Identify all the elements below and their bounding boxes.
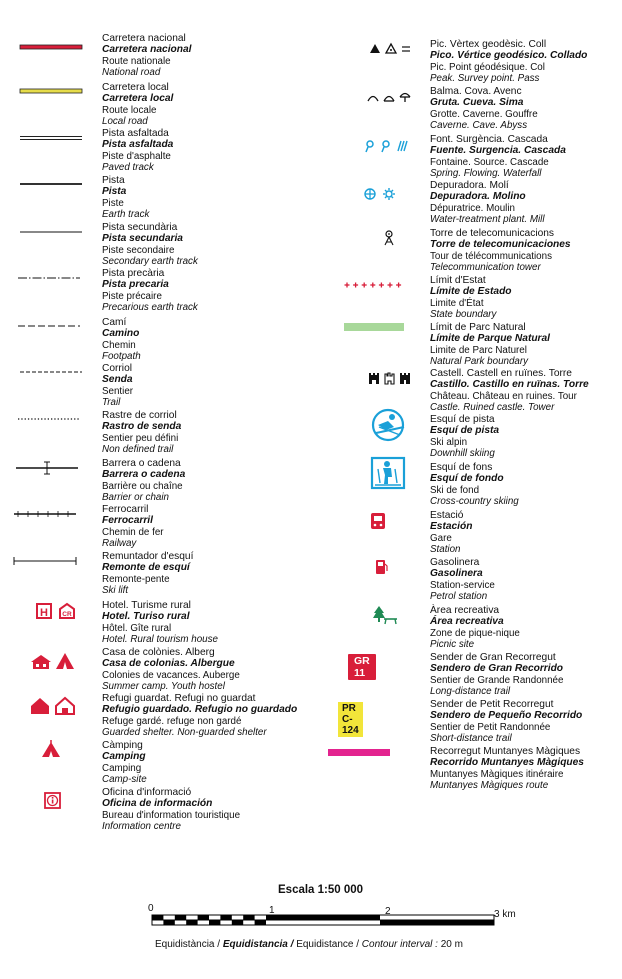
- label-catalan: Ferrocarril: [102, 504, 149, 515]
- railway-line: [14, 510, 76, 518]
- legend-entry-text: [102, 33, 191, 78]
- label-catalan: Refugi guardat. Refugi no guardat: [102, 693, 256, 704]
- scale-tick-3: 3 km: [494, 909, 516, 920]
- legend-entry-text: [430, 322, 550, 367]
- label-french: Hôtel. Gîte rural: [102, 622, 172, 634]
- scale-tick-1: 1: [269, 905, 275, 916]
- footpath-line: [18, 323, 80, 331]
- label-french: Piste d'asphalte: [102, 150, 171, 162]
- label-french: Remonte-pente: [102, 573, 170, 585]
- state-boundary-line: [344, 280, 406, 290]
- contour-interval: [155, 939, 463, 950]
- road-local-line: [20, 88, 82, 96]
- legend-entry-text: [102, 363, 133, 408]
- label-english: Caverne. Cave. Abyss: [430, 119, 528, 131]
- pr-trail-badge: [338, 702, 363, 737]
- label-catalan: Pista asfaltada: [102, 128, 169, 139]
- label-catalan: Sender de Gran Recorregut: [430, 652, 556, 663]
- label-french: Chemin: [102, 339, 136, 351]
- label-catalan: Camí: [102, 317, 127, 328]
- colony-icon: [30, 652, 76, 670]
- label-spanish: Esquí de fondo: [430, 473, 504, 485]
- legend-entry-text: [430, 86, 538, 131]
- label-catalan: Recorregut Muntanyes Màgiques: [430, 746, 581, 757]
- label-spanish: Sendero de Gran Recorrido: [430, 663, 564, 675]
- label-catalan: Pic. Vèrtex geodèsic. Coll: [430, 39, 547, 50]
- label-catalan: Depuradora. Molí: [430, 180, 509, 191]
- label-catalan: Carretera local: [102, 82, 169, 93]
- label-english: Telecommunication tower: [430, 261, 541, 273]
- label-english: Petrol station: [430, 590, 488, 602]
- label-catalan: Casa de colònies. Alberg: [102, 647, 215, 658]
- legend-entry-text: [430, 39, 587, 84]
- label-english: Cross-country skiing: [430, 495, 519, 507]
- label-spanish: Pista secundaria: [102, 233, 183, 245]
- magic-mountains-route-line: [328, 749, 390, 757]
- label-english: Summer camp. Youth hostel: [102, 680, 225, 692]
- hotel-icon: [36, 602, 80, 620]
- ski-lift-line: [14, 556, 76, 566]
- label-french: Sentier de Grande Randonnée: [430, 674, 564, 686]
- svg-text:CR: CR: [62, 611, 72, 618]
- label-english: Spring. Flowing. Waterfall: [430, 167, 542, 179]
- legend-entry-text: [430, 180, 545, 225]
- label-english: Non defined trail: [102, 443, 174, 455]
- label-catalan: Remuntador d'esquí: [102, 551, 194, 562]
- label-spanish: Gasolinera: [430, 568, 483, 580]
- label-english: Guarded shelter. Non-guarded shelter: [102, 726, 267, 738]
- legend-entry-text: [102, 740, 147, 785]
- telecom-tower-icon: [382, 230, 396, 246]
- label-french: Gare: [430, 532, 452, 544]
- label-spanish: Castillo. Castillo en ruïnas. Torre: [430, 379, 589, 391]
- legend-entry-text: [102, 787, 240, 832]
- secondary-track-line: [20, 229, 82, 237]
- label-catalan: Pista secundària: [102, 222, 178, 233]
- camping-icon: [40, 740, 62, 758]
- label-catalan: Pista precària: [102, 268, 165, 279]
- legend-entry-text: [102, 268, 198, 313]
- legend-entry-text: [430, 652, 563, 697]
- label-spanish: Estación: [430, 521, 473, 533]
- legend-entry-text: [430, 134, 566, 179]
- legend-entry-text: [430, 462, 519, 507]
- trail-line: [20, 369, 82, 377]
- label-spanish: Esquí de pista: [430, 425, 500, 437]
- label-english: Water-treatment plant. Mill: [430, 213, 545, 225]
- label-english: Muntanyes Màgiques route: [430, 779, 549, 791]
- barrier-line: [16, 461, 78, 475]
- label-french: Limite d'État: [430, 297, 484, 309]
- equidistance-ca: Equidistància /: [155, 939, 221, 950]
- label-catalan: Càmping: [102, 740, 143, 751]
- label-french: Sentier: [102, 385, 134, 397]
- legend-entry-text: [102, 128, 173, 173]
- label-english: Earth track: [102, 208, 150, 220]
- label-spanish: Torre de telecomunicaciones: [430, 239, 571, 251]
- label-spanish: Límite de Parque Natural: [430, 333, 551, 345]
- label-english: Peak. Survey point. Pass: [430, 72, 540, 84]
- equidistance-es: Equidistancia /: [222, 939, 294, 950]
- label-english: Downhill skiing: [430, 447, 495, 459]
- legend-entry-text: [102, 410, 181, 455]
- water-plant-icon: [364, 187, 398, 201]
- peak-icon: [368, 42, 412, 54]
- label-english: Castle. Ruined castle. Tower: [430, 401, 555, 413]
- legend-entry-text: [430, 699, 582, 744]
- label-english: Railway: [102, 537, 137, 549]
- label-english: Footpath: [102, 350, 141, 362]
- label-catalan: Pista: [102, 175, 125, 186]
- label-french: Camping: [102, 762, 142, 774]
- label-spanish: Camino: [102, 328, 140, 340]
- label-english: State boundary: [430, 308, 497, 320]
- legend-entry-text: [102, 693, 297, 738]
- legend-entry-text: [102, 82, 173, 127]
- spring-icon: [364, 139, 408, 153]
- label-catalan: Hotel. Turisme rural: [102, 600, 191, 611]
- non-defined-trail-line: [18, 416, 80, 424]
- label-catalan: Corriol: [102, 363, 133, 374]
- label-english: Short-distance trail: [430, 732, 512, 744]
- label-english: Local road: [102, 115, 148, 127]
- legend-entry-text: [430, 746, 584, 791]
- label-french: Zone de pique-nique: [430, 627, 520, 639]
- label-french: Barrière ou chaîne: [102, 480, 183, 492]
- equidistance-fr: Equidistance /: [296, 939, 360, 950]
- label-spanish: Pista: [102, 186, 127, 198]
- label-french: Route nationale: [102, 55, 171, 67]
- label-french: Dépuratrice. Moulin: [430, 202, 515, 214]
- label-catalan: Carretera nacional: [102, 33, 186, 44]
- label-catalan: Àrea recreativa: [430, 605, 500, 616]
- label-english: Paved track: [102, 161, 154, 173]
- gr-badge-box: GR 11: [348, 654, 376, 680]
- label-spanish: Ferrocarril: [102, 515, 153, 527]
- label-french: Refuge gardé. refuge non gardé: [102, 715, 242, 727]
- label-spanish: Área recreativa: [430, 616, 504, 628]
- label-spanish: Pista precaria: [102, 279, 169, 291]
- label-english: National road: [102, 66, 161, 78]
- label-french: Sentier de Petit Randonnée: [430, 721, 551, 733]
- paved-track-line: [20, 135, 82, 143]
- label-spanish: Carretera nacional: [102, 44, 192, 56]
- label-catalan: Barrera o cadena: [102, 458, 181, 469]
- legend-entry-text: [102, 504, 164, 549]
- refuge-icon: [30, 697, 76, 715]
- label-french: Fontaine. Source. Cascade: [430, 156, 549, 168]
- legend-entry-text: [430, 557, 495, 602]
- label-catalan: Gasolinera: [430, 557, 480, 568]
- gr-trail-badge: [348, 654, 376, 680]
- svg-text:H: H: [40, 607, 48, 619]
- scale-tick-2: 2: [385, 906, 391, 917]
- label-french: Piste secondaire: [102, 244, 175, 256]
- legend-entry-text: [102, 175, 149, 220]
- road-national-line: [20, 44, 82, 52]
- label-spanish: Depuradora. Molino: [430, 191, 526, 203]
- label-english: Natural Park boundary: [430, 355, 529, 367]
- station-icon: [370, 512, 386, 530]
- legend-entry-text: [102, 458, 185, 503]
- scale-tick-0: 0: [148, 903, 154, 914]
- label-spanish: Refugio guardado. Refugio no guardado: [102, 704, 298, 716]
- label-english: Information centre: [102, 820, 181, 832]
- label-french: Piste: [102, 197, 124, 209]
- label-spanish: Sendero de Pequeño Recorrido: [430, 710, 583, 722]
- label-spanish: Oficina de información: [102, 798, 213, 810]
- legend-entry-text: [102, 317, 141, 362]
- legend-entry-text: [102, 600, 218, 645]
- label-english: Secondary earth track: [102, 255, 198, 267]
- scale-bar-graphic: [152, 914, 497, 928]
- label-spanish: Rastro de senda: [102, 421, 182, 433]
- label-english: Trail: [102, 396, 121, 408]
- legend-entry-text: [430, 228, 571, 273]
- label-catalan: Font. Surgència. Cascada: [430, 134, 548, 145]
- scale-title: Escala 1:50 000: [278, 884, 364, 896]
- label-english: Long-distance trail: [430, 685, 511, 697]
- label-spanish: Gruta. Cueva. Sima: [430, 97, 524, 109]
- label-spanish: Senda: [102, 374, 133, 386]
- legend-entry-text: [102, 222, 198, 267]
- label-catalan: Balma. Cova. Avenc: [430, 86, 522, 97]
- label-spanish: Pista asfaltada: [102, 139, 174, 151]
- label-catalan: Rastre de corriol: [102, 410, 177, 421]
- label-french: Ski alpin: [430, 436, 468, 448]
- label-catalan: Torre de telecomunicacions: [430, 228, 555, 239]
- label-french: Station-service: [430, 579, 495, 591]
- label-spanish: Recorrido Muntanyes Màgiques: [430, 757, 584, 769]
- label-spanish: Hotel. Turiso rural: [102, 611, 190, 623]
- label-french: Pic. Point géodésique. Col: [430, 61, 545, 73]
- picnic-area-icon: [372, 605, 398, 625]
- label-catalan: Límit d'Estat: [430, 275, 486, 286]
- label-english: Station: [430, 543, 461, 555]
- scale-bar: [152, 914, 497, 928]
- label-french: Grotte. Caverne. Gouffre: [430, 108, 538, 120]
- legend-entry-text: [430, 510, 472, 555]
- natural-park-boundary-symbol: [344, 323, 404, 331]
- label-spanish: Camping: [102, 751, 146, 763]
- legend-entry-text: [430, 368, 589, 413]
- legend-entry-text: [430, 605, 520, 650]
- label-english: Hotel. Rural tourism house: [102, 633, 218, 645]
- downhill-skiing-icon: [370, 409, 408, 441]
- label-catalan: Esquí de fons: [430, 462, 493, 473]
- label-french: Tour de télécommunications: [430, 250, 552, 262]
- label-catalan: Sender de Petit Recorregut: [430, 699, 554, 710]
- label-english: Ski lift: [102, 584, 129, 596]
- label-spanish: Límite de Estado: [430, 286, 512, 298]
- label-spanish: Pico. Vértice geodésico. Collado: [430, 50, 588, 62]
- label-spanish: Fuente. Surgencia. Cascada: [430, 145, 566, 157]
- petrol-station-icon: [374, 559, 388, 575]
- label-french: Limite de Parc Naturel: [430, 344, 527, 356]
- label-french: Château. Château en ruines. Tour: [430, 390, 577, 402]
- label-catalan: Oficina d'informació: [102, 787, 192, 798]
- label-french: Ski de fond: [430, 484, 480, 496]
- label-french: Sentier peu défini: [102, 432, 179, 444]
- equidistance-value: 20 m: [440, 939, 463, 950]
- label-english: Precarious earth track: [102, 301, 198, 313]
- precarious-track-line: [18, 275, 80, 283]
- cross-country-skiing-icon: [370, 457, 408, 489]
- info-office-icon: [44, 792, 62, 810]
- label-catalan: Estació: [430, 510, 464, 521]
- castle-icon: [368, 371, 414, 385]
- pr-badge-box: PR C-124: [338, 702, 363, 737]
- label-spanish: Remonte de esquí: [102, 562, 190, 574]
- label-spanish: Carretera local: [102, 93, 174, 105]
- label-french: Colonies de vacances. Auberge: [102, 669, 240, 681]
- label-english: Barrier or chain: [102, 491, 169, 503]
- label-french: Bureau d'information touristique: [102, 809, 241, 821]
- label-french: Route locale: [102, 104, 157, 116]
- legend-entry-text: [430, 414, 499, 459]
- label-catalan: Límit de Parc Natural: [430, 322, 526, 333]
- label-french: Muntanyes Màgiques itinéraire: [430, 768, 564, 780]
- cave-icon: [366, 91, 412, 103]
- label-spanish: Barrera o cadena: [102, 469, 186, 481]
- label-spanish: Casa de colonias. Albergue: [102, 658, 235, 670]
- label-english: Camp-site: [102, 773, 147, 785]
- equidistance-en: Contour interval :: [361, 939, 438, 950]
- label-catalan: Castell. Castell en ruïnes. Torre: [430, 368, 572, 379]
- label-catalan: Esquí de pista: [430, 414, 495, 425]
- label-french: Piste précaire: [102, 290, 162, 302]
- legend-entry-text: [102, 551, 193, 596]
- label-french: Chemin de fer: [102, 526, 164, 538]
- legend-entry-text: [102, 647, 240, 692]
- legend-entry-text: [430, 275, 512, 320]
- label-english: Picnic site: [430, 638, 475, 650]
- earth-track-line: [20, 181, 82, 189]
